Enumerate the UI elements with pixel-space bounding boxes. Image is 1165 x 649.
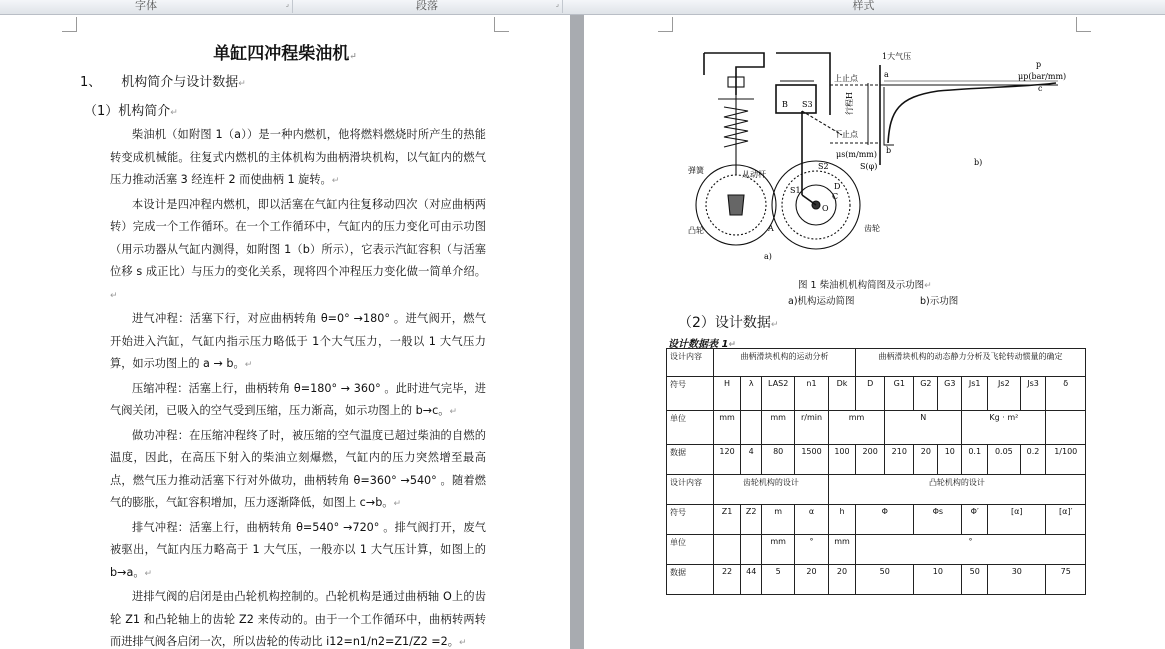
p-label: p bbox=[1036, 60, 1042, 69]
table-cell[interactable] bbox=[713, 535, 740, 565]
crop-mark bbox=[494, 17, 509, 32]
table-cell[interactable] bbox=[741, 411, 762, 445]
table-cell[interactable]: 22 bbox=[713, 565, 740, 595]
table-cell[interactable]: 设计内容 bbox=[667, 349, 714, 377]
table-title: 设计数据表 1↵ bbox=[668, 339, 736, 350]
table-cell[interactable]: 1/100 bbox=[1046, 445, 1086, 475]
table-cell[interactable]: 20 bbox=[914, 445, 938, 475]
table-cell[interactable]: Φ bbox=[856, 505, 914, 535]
table-cell[interactable]: α bbox=[795, 505, 829, 535]
valve-spring bbox=[718, 73, 754, 175]
ribbon-group-styles[interactable]: 样式 bbox=[852, 0, 875, 12]
table-cell[interactable]: h bbox=[828, 505, 855, 535]
table-cell[interactable]: Js1 bbox=[962, 377, 988, 411]
table-cell[interactable] bbox=[741, 535, 762, 565]
table-cell[interactable]: 75 bbox=[1046, 565, 1086, 595]
table-cell[interactable]: D bbox=[856, 377, 885, 411]
mechanism-figure bbox=[684, 45, 1084, 265]
table-cell[interactable]: 0.05 bbox=[988, 445, 1020, 475]
sub-caption-b: b) bbox=[974, 158, 983, 167]
document-page-1[interactable] bbox=[0, 15, 570, 649]
figure-subcaption-b: b)示功图 bbox=[920, 296, 959, 307]
point-b: b bbox=[886, 146, 892, 155]
table-cell[interactable]: [α] bbox=[988, 505, 1046, 535]
table-cell[interactable]: 单位 bbox=[667, 411, 714, 445]
paragraph: 本设计是四冲程内燃机，即以活塞在气缸内往复移动四次（对应曲柄两转）完成一个工作循环。在一个工作循环中，气缸内的压力变化可由示功图（用示功器从气缸内测得，如附图 1（b）所示），它表示汽缸容积（与活塞位移 s 成正比）与压力的变化关系，现将四个冲程压力变化做一简单介绍。↵ bbox=[110, 197, 486, 301]
table-cell[interactable]: 50 bbox=[856, 565, 914, 595]
table-cell[interactable]: Js2 bbox=[988, 377, 1020, 411]
table-cell[interactable]: 凸轮机构的设计 bbox=[828, 475, 1085, 505]
table-cell[interactable]: 80 bbox=[762, 445, 795, 475]
table-cell[interactable]: 4 bbox=[741, 445, 762, 475]
label-D: D bbox=[834, 182, 841, 191]
figure-subcaption-a: a)机构运动简图 bbox=[788, 296, 855, 307]
section-heading-1: 1、 机构简介与设计数据↵ bbox=[80, 75, 246, 90]
label-O: O bbox=[822, 204, 829, 213]
table-cell[interactable]: Φs bbox=[914, 505, 962, 535]
table-cell[interactable]: 10 bbox=[938, 445, 962, 475]
table-cell[interactable]: LAS2 bbox=[762, 377, 795, 411]
table-cell[interactable]: 20 bbox=[795, 565, 829, 595]
stroke-label: 行程H bbox=[845, 92, 854, 115]
spring-label: 弹簧 bbox=[688, 166, 704, 175]
crop-mark bbox=[62, 17, 77, 32]
table-cell[interactable]: Dk bbox=[828, 377, 855, 411]
table-cell[interactable]: 50 bbox=[962, 565, 988, 595]
table-cell[interactable]: 5 bbox=[762, 565, 795, 595]
follower-label: 从动杆 bbox=[742, 170, 766, 179]
table-cell[interactable]: mm bbox=[762, 535, 795, 565]
table-row bbox=[667, 377, 1086, 411]
paragraph: 柴油机（如附图 1（a））是一种内燃机，他将燃料燃烧时所产生的热能转变成机械能。往复式内燃机的主体机构为曲柄滑块机构，以气缸内的燃气压力推动活塞 3 经连杆 2 而使曲柄 1 旋转。↵ bbox=[110, 128, 486, 186]
table-cell[interactable]: m bbox=[762, 505, 795, 535]
label-A: A bbox=[768, 224, 774, 233]
document-page-2[interactable] bbox=[584, 15, 1165, 649]
label-B: B bbox=[782, 100, 788, 109]
paragraph: 进气冲程：活塞下行，对应曲柄转角 θ=0° →180° 。进气阀开，燃气开始进入汽缸，气缸内指示压力略低于 1个大气压力，一般以 1 大气压力算，如示功图上的 a → b。↵ bbox=[110, 312, 486, 370]
table-cell[interactable]: G1 bbox=[885, 377, 914, 411]
table-row bbox=[667, 475, 1086, 505]
table-cell[interactable]: 符号 bbox=[667, 377, 714, 411]
table-cell[interactable]: N bbox=[885, 411, 962, 445]
dialog-launcher-icon[interactable]: ⌟ bbox=[285, 0, 289, 8]
table-cell[interactable]: 单位 bbox=[667, 535, 714, 565]
table-cell[interactable]: 100 bbox=[828, 445, 855, 475]
subsection-heading-2: （2）设计数据↵ bbox=[678, 315, 779, 331]
figure-caption: 图 1 柴油机机构简图及示功图↵ bbox=[798, 280, 932, 291]
table-cell[interactable]: 10 bbox=[914, 565, 962, 595]
table-cell[interactable]: Z2 bbox=[741, 505, 762, 535]
bdc-label: 下止点 bbox=[834, 130, 858, 139]
table-row bbox=[667, 411, 1086, 445]
sub-caption-a: a) bbox=[764, 252, 772, 261]
table-cell[interactable]: 曲柄滑块机构的运动分析 bbox=[713, 349, 855, 377]
table-cell[interactable]: H bbox=[713, 377, 740, 411]
table-cell[interactable]: mm bbox=[762, 411, 795, 445]
table-cell[interactable]: mm bbox=[828, 411, 884, 445]
pressure-scale: μp(bar/mm) bbox=[1018, 72, 1067, 81]
table-cell[interactable]: 44 bbox=[741, 565, 762, 595]
table-cell[interactable]: 120 bbox=[713, 445, 740, 475]
table-cell[interactable]: 200 bbox=[856, 445, 885, 475]
document-title: 单缸四冲程柴油机↵ bbox=[213, 44, 357, 64]
table-cell[interactable]: λ bbox=[741, 377, 762, 411]
table-cell[interactable]: [α]′ bbox=[1046, 505, 1086, 535]
ribbon-group-font[interactable]: 字体 ⌟ bbox=[0, 0, 293, 13]
table-cell[interactable]: ° bbox=[856, 535, 1086, 565]
design-data-table bbox=[666, 348, 1086, 595]
table-cell[interactable]: 30 bbox=[988, 565, 1046, 595]
atm-label: 1大气压 bbox=[882, 52, 912, 61]
paragraph: 做功冲程：在压缩冲程终了时，被压缩的空气温度已超过柴油的自燃的温度，因此，在高压下射入的柴油立刻爆燃，气缸内的压力突然增至最高点，燃气压力推动活塞下行对外做功，曲柄转角 θ=360° →540° 。随着燃气的膨胀，气缸容积增加，压力逐渐降低，如图上 c→b。↵ bbox=[110, 428, 486, 509]
table-row bbox=[667, 445, 1086, 475]
tdc-label: 上止点 bbox=[834, 74, 858, 83]
body-text bbox=[110, 124, 486, 649]
gear-label: 齿轮 bbox=[864, 224, 880, 233]
subsection-heading: （1）机构简介↵ bbox=[84, 104, 178, 119]
table-cell[interactable]: Φ′ bbox=[962, 505, 988, 535]
label-S3: S3 bbox=[802, 100, 813, 109]
table-cell[interactable]: mm bbox=[713, 411, 740, 445]
table-cell[interactable] bbox=[1046, 411, 1086, 445]
table-cell[interactable]: 设计内容 bbox=[667, 475, 714, 505]
ribbon-group-bar bbox=[0, 0, 1165, 15]
dialog-launcher-icon[interactable]: ⌟ bbox=[555, 0, 559, 8]
label-C: C bbox=[832, 192, 839, 201]
paragraph: 压缩冲程：活塞上行，曲柄转角 θ=180° → 360° 。此时进气完毕，进气阀关闭，已吸入的空气受到压缩，压力渐高，如示功图上的 b→c。↵ bbox=[110, 381, 486, 417]
label-S1: S1 bbox=[790, 186, 801, 195]
table-cell[interactable]: 20 bbox=[828, 565, 855, 595]
table-cell[interactable]: Js3 bbox=[1020, 377, 1046, 411]
table-cell[interactable]: 0.1 bbox=[962, 445, 988, 475]
label-S2: S2 bbox=[818, 162, 829, 171]
table-cell[interactable]: 210 bbox=[885, 445, 914, 475]
table-cell[interactable]: G3 bbox=[938, 377, 962, 411]
paragraph: 排气冲程：活塞上行，曲柄转角 θ=540° →720° 。排气阀打开，废气被驱出，气缸内压力略高于 1 大气压，一般亦以 1 大气压计算，如图上的 b→a。↵ bbox=[110, 520, 486, 579]
table-cell[interactable]: 符号 bbox=[667, 505, 714, 535]
displacement-scale: μs(m/mm) bbox=[836, 150, 877, 159]
crop-mark bbox=[1076, 17, 1091, 32]
table-cell[interactable]: 齿轮机构的设计 bbox=[713, 475, 828, 505]
crop-mark bbox=[658, 17, 673, 32]
table-row bbox=[667, 505, 1086, 535]
table-cell[interactable]: 1500 bbox=[795, 445, 829, 475]
table-cell[interactable]: r/min bbox=[795, 411, 829, 445]
table-row bbox=[667, 565, 1086, 595]
cam-label: 凸轮 bbox=[688, 226, 704, 235]
table-row bbox=[667, 349, 1086, 377]
table-cell[interactable]: mm bbox=[828, 535, 855, 565]
point-c: c bbox=[1038, 84, 1043, 93]
table-cell[interactable]: 数据 bbox=[667, 565, 714, 595]
table-cell[interactable]: G2 bbox=[914, 377, 938, 411]
table-cell[interactable]: Kg · m² bbox=[962, 411, 1046, 445]
ribbon-group-paragraph[interactable]: 段落 ⌟ bbox=[292, 0, 563, 13]
paragraph: 进排气阀的启闭是由凸轮机构控制的。凸轮机构是通过曲柄轴 O上的齿轮 Z1 和凸轮轴上的齿轮 Z2 来传动的。由于一个工作循环中，曲柄转两转而进排气阀各启闭一次，所以齿轮的传动比 i12=n1/n2=Z1/Z2 =2。↵ bbox=[110, 590, 486, 648]
table-cell[interactable]: n1 bbox=[795, 377, 829, 411]
table-row bbox=[667, 535, 1086, 565]
table-cell[interactable]: 曲柄滑块机构的动态静力分析及飞轮转动惯量的确定 bbox=[856, 349, 1086, 377]
table-cell[interactable]: 0.2 bbox=[1020, 445, 1046, 475]
s-phi-label: S(φ) bbox=[860, 162, 878, 171]
table-cell[interactable]: δ bbox=[1046, 377, 1086, 411]
table-cell[interactable]: 数据 bbox=[667, 445, 714, 475]
table-cell[interactable]: ° bbox=[795, 535, 829, 565]
table-cell[interactable]: Z1 bbox=[713, 505, 740, 535]
point-a: a bbox=[884, 70, 889, 79]
